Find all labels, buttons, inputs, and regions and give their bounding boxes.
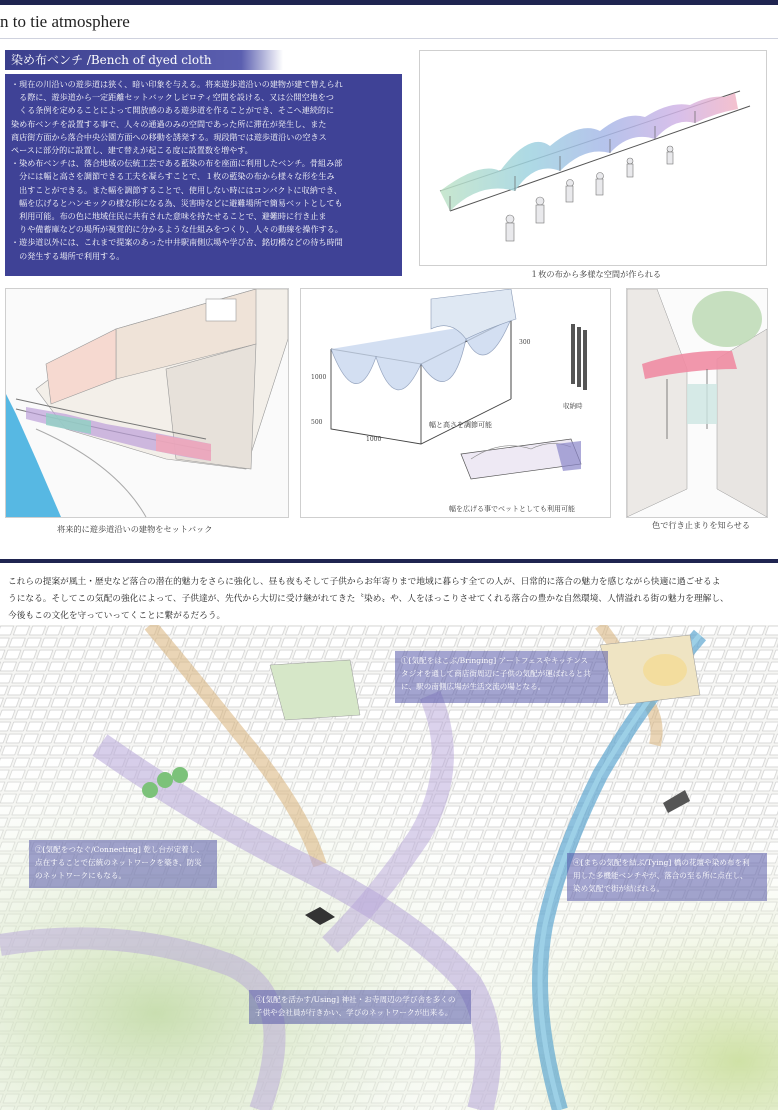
page-title: n to tie atmosphere xyxy=(0,12,130,31)
bench-heading: 染め布ベンチ /Bench of dyed cloth xyxy=(5,50,283,70)
title-divider xyxy=(0,38,778,39)
callout-line: ③[気配を活かす/Using] 神社・お寺周辺の学び舎を多くの xyxy=(255,995,456,1004)
caption-color: 色で行き止まりを知らせる xyxy=(652,520,751,530)
dim-h1: 1000 xyxy=(311,374,327,381)
bench-line: ・染め布ベンチは、落合地域の伝統工芸である藍染の布を座面に利用したベンチ。骨組み部 xyxy=(11,158,343,169)
bench-line: の発生する場所で利用する。 xyxy=(11,250,125,261)
summary-line: 今後もこの文化を守っていってくことに繋がるだろう。 xyxy=(8,611,226,621)
caption-cloth: １枚の布から多様な空間が作られる xyxy=(530,269,662,279)
callout-bringing xyxy=(395,651,608,703)
callout-using xyxy=(249,990,471,1024)
caption-adjust: 幅と高さを調節可能 xyxy=(429,421,492,429)
dim-h2: 500 xyxy=(311,419,323,426)
bench-line: ・遊歩道以外には、これまで提案のあった中井駅南側広場や学び舎、銘切橋などの待ち時間 xyxy=(11,237,343,248)
callout-tying xyxy=(567,853,767,901)
dim-w: 1000 xyxy=(366,436,382,443)
caption-storage: 収納時 xyxy=(563,402,583,410)
callout-line: 子供や会社員が行きかい、学びのネットワークが出来る。 xyxy=(255,1008,453,1017)
adjustable-bench-diagram xyxy=(300,288,611,518)
bench-line: ・現在の川沿いの遊歩道は狭く、暗い印象を与える。将来遊歩道沿いの建物が建て替えられ xyxy=(11,79,343,89)
bench-line: 商店街方面から落合中央公園方面への移動を誘発する。現段階では遊歩道沿いの空きス xyxy=(11,131,327,142)
callout-line: タジオを通して商店街周辺に子供の気配が運ばれると共 xyxy=(401,669,591,678)
aerial-map xyxy=(0,625,778,1110)
bench-line: 出すことができる。また幅を調節することで、使用しない時にはコンパクトに収納でき、 xyxy=(11,184,342,195)
setback-illustration xyxy=(5,288,289,518)
summary-line: うになる。そしてこの気配の強化によって、子供達が、先代から大切に受け継がれてきた〝染め〟や、人をほっこりさせてくれる落合の豊かな自然環境、人情溢れる街の魅力を理解し、 xyxy=(8,594,729,604)
callout-line: のネットワークにもなる。 xyxy=(35,871,127,880)
callout-line: ①[気配をはこぶ/Bringing] アートフェスやキッチンス xyxy=(401,656,589,665)
cloth-bench-illustration xyxy=(419,50,767,266)
bench-description xyxy=(5,74,402,276)
summary-line: これらの提案が風土・歴史など落合の潜在的魅力をさらに強化し、昼も夜もそして子供からお年寄りまで地域に暮らす全ての人が、日常的に落合の魅力を感じながら快適に過ごせるよ xyxy=(8,577,721,587)
callout-connecting xyxy=(29,840,217,888)
callout-line: ④[まちの気配を結ぶ/Tying] 橋の花壇や染め布を利 xyxy=(573,858,750,867)
color-deadend-illustration xyxy=(626,288,768,518)
callout-line: 用した多機能ベンチやが、落合の至る所に点在し、 xyxy=(573,871,748,880)
bench-line: る際に、遊歩道から一定距離セットバックしピロティ空間を設ける、又は公開空地をつ xyxy=(11,92,334,103)
caption-setback: 将来的に遊歩道沿いの建物をセットバック xyxy=(57,524,213,534)
section-divider xyxy=(0,559,778,563)
dim-hr: 300 xyxy=(519,339,531,346)
caption-bed: 幅を広げる事でベットとしても利用可能 xyxy=(449,505,575,513)
callout-line: 染め気配で街が結ばれる。 xyxy=(573,884,665,893)
bench-line: 染め布ベンチを設置する事で、人々の通過のみの空間であった所に滞在が発生し、また xyxy=(11,118,327,129)
color-deadend-drawing xyxy=(627,289,767,517)
bench-line: りや備蓄庫などの場所が視覚的に分かるような仕組みをつくり、人々の動線を操作する。 xyxy=(11,224,343,235)
bench-line: ペースに部分的に設置し、建て替えが起こる度に設置数を増やす。 xyxy=(11,145,253,156)
summary-text xyxy=(8,574,772,625)
top-rule xyxy=(0,0,778,5)
callout-line: ②[気配をつなぐ/Connecting] 乾し台が定着し、 xyxy=(35,845,204,854)
bench-line: 利用可能。布の色に地域住民に共有された意味を持たせることで、避難時に行き止ま xyxy=(11,211,327,222)
bench-line: 分には幅と高さを調節できる工夫を凝らすことで、１枚の藍染の布から様々な形を生み xyxy=(11,171,335,182)
bench-line: くる条例を定めることによって開放感のある遊歩道を作ることができ、そこへ連続的に xyxy=(11,105,335,116)
cloth-bench-drawing xyxy=(420,51,766,265)
callout-line: 点在することで伝統のネットワークを築き、防災 xyxy=(35,858,202,867)
callout-line: に、駅の南側広場が生活交流の場となる。 xyxy=(401,682,546,691)
setback-drawing xyxy=(6,289,288,517)
bench-line: 幅を広げるとハンモックの様な形になる為、災害時などに避難場所で簡易ベットとしても xyxy=(11,197,343,208)
